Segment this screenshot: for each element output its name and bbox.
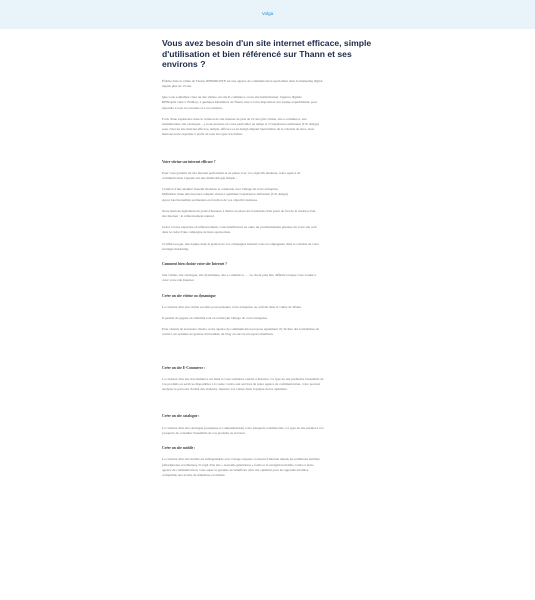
section-heading-catalogue: Créer un site catalogue : (162, 414, 200, 419)
paragraph-line: Pour obtenir de nouveaux clients, notre agence de communication propose également d'y inclure des formulaires de (162, 327, 319, 332)
paragraph-line: pour créer un site internet efficace, simple, efficace et au design élégant.Spécialistes de la création de sites, nous (162, 127, 315, 132)
paragraph-line: Grâce à notre expertise en référencement, vous bénéficierez en outre un positionnement pérenne du votre site web (162, 225, 317, 230)
paragraph (162, 117, 376, 138)
paragraph-line: (smartphones et tablettes). Il s'agit d'un site « nouvelle génération » facile et la navigation mobile. Grâce à notre (162, 462, 314, 467)
paragraph (162, 242, 376, 252)
paragraph-line: La création d'un site mobile est indispensable avec l'usage toujours croissant d'internet depuis les terminaux mobiles (162, 457, 320, 462)
section-heading-vitrine-efficace: Votre vitrine sur internet efficace ? (162, 159, 216, 164)
paragraph-line: Site vitrine, site catalogue, site dynamique, site e-commerce, … Le choix peut être difficile lorsque vous voulez à (162, 273, 316, 278)
paragraph-line: Établie dans la vallée de Thann, REBOROSTE est une agence de communication spécialisée dans le marketing digital (162, 78, 323, 83)
paragraph (162, 327, 376, 337)
paragraph-line: Forts d'une expérience dans la création de site internet de plus de 10 ans (site vitrine, site e-commerce, site (162, 116, 307, 121)
section-heading-choisir-site: Comment bien choisir votre site Internet ? (162, 262, 227, 267)
paragraph-line: mettons notre expertise à profit de tous les types d'activités. (162, 132, 243, 137)
article-content (162, 38, 376, 484)
paragraph-line: vos produits ou services disponibles à la vente. Grâce aux services de notre agence de communication, votre pourrez (162, 382, 321, 387)
section-catalogue (162, 426, 376, 436)
paragraph-line: stratégie marketing. (162, 246, 189, 251)
paragraph (162, 209, 376, 219)
paragraph (162, 79, 376, 89)
paragraph-line: Que vous souhaitiez créer un site vitrine, un site E-commerce ou un site institutionnel, l'agence digitale (162, 95, 302, 100)
section-vitrine-efficace (162, 171, 376, 252)
page-title: Vous avez besoin d'un site internet efficace, simple d'utilisation et bien référencé sur Thann et ses environs ? (162, 38, 372, 70)
paragraph-line: créer votre site Internet. (162, 278, 195, 283)
section-heading-ecommerce: Créer un site E-Commerce : (162, 365, 206, 370)
paragraph-line: dans le cadre d'une campagne de liens sponsorisés. (162, 230, 231, 235)
section-site-vitrine (162, 305, 376, 338)
paragraph-line: Il permet de gagner en visibilité tout en renforçant l'image de votre entreprise. (162, 316, 268, 321)
paragraph-line: contact, un système de gestion d'actualités, un blog ou encore un espace membres. (162, 332, 274, 337)
section-ecommerce (162, 377, 376, 393)
paragraph-line: La création d'un site vitrine est utile pour présenter votre entreprise ou activité dans la vallée de Thann. (162, 304, 302, 309)
section-heading-site-vitrine: Créer un site vitrine ou dynamique (162, 293, 216, 298)
paragraph (162, 316, 376, 321)
paragraph (162, 273, 376, 283)
top-banner (0, 0, 535, 29)
paragraph-line: prospects de consulter l'ensemble de vos produits ou services. (162, 430, 246, 435)
paragraph (162, 187, 376, 203)
paragraph-line: REBroplet chez à l'Isthrop, à quelques kilomètres de Thann, met à votre disposition son équipe expérimentée pour (162, 100, 317, 105)
paragraph-line: Certifié Google, une équipe dans la gestion de vos campagnes internet vous accompagnent dans la création de votre (162, 241, 320, 246)
paragraph-line: La création d'un site d'ecommerce est idéal si vous souhaitez vendre à distance. Ce type de site permettre l'ensemble de (162, 376, 324, 381)
section-choisir-site (162, 273, 376, 283)
paragraph-line: Ajout fonctionnalités pertinentes en fonction de vos objectifs business. (162, 197, 258, 202)
paragraph-line: Création d'une identité visuelle moderne et cohérente avec l'image de votre entreprise (162, 187, 278, 192)
paragraph (162, 225, 376, 235)
paragraph-line: communication s'appuie sur une méthodologie simple : (162, 176, 237, 181)
paragraph (162, 426, 376, 436)
paragraph-line: compatible aux écrans de téléphone et tablette. (162, 472, 226, 477)
home-link[interactable]: Volga (261, 11, 274, 16)
paragraph-line: depuis plus de 15 ans. (162, 83, 192, 88)
paragraph (162, 95, 376, 111)
paragraph-line: site Internet : le référencement naturel. (162, 214, 215, 219)
paragraph (162, 171, 376, 181)
section-mobile (162, 457, 376, 478)
paragraph-line: La création d'un site catalogue (souplesse et compréhension) votre plaquette commerciale. Ce type de site permet à vos (162, 425, 324, 430)
intro-section (162, 79, 376, 138)
paragraph-line: Définition d'une arborescence adaptée visant à optimiser l'expérience utilisateur (UX design) (162, 192, 288, 197)
paragraph (162, 377, 376, 393)
section-heading-mobile: Créer un site mobile : (162, 446, 196, 451)
paragraph-line: agence de communication, vous aurez la garantie de bénéficier d'un site optimisé pour les appareils mobiles, (162, 467, 310, 472)
paragraph-line: répondre à tous vos besoins et à vos attentes. (162, 105, 223, 110)
paragraph-line: analyser le parcours d'achat des visiteurs, mesurer vos ventes dans l'optique de les optimiser. (162, 387, 288, 392)
paragraph-line: Pour vous garantir un site internet performant et en phase avec vos objectifs business, notre agence de (162, 170, 301, 175)
paragraph (162, 305, 376, 310)
paragraph (162, 457, 376, 478)
paragraph-line: institutionnel, site catalogue…), nous prenons en votre particulier au temps et à l'expérience utilisateur (UX design) (162, 122, 319, 126)
paragraph-line: Nous mettons également un point d'honneur à mettre en place les fondations d'un point de fort de la création d'un (162, 208, 316, 213)
